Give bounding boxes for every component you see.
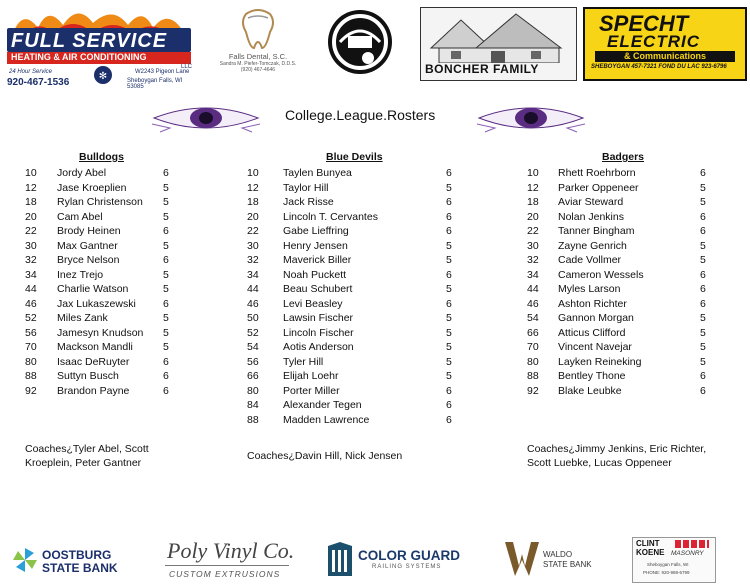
player-number: 32	[247, 254, 259, 266]
player-name: Jax Lukaszewski	[57, 297, 136, 310]
roster-row	[247, 196, 462, 210]
roster-row	[527, 167, 717, 181]
player-grade: 6	[700, 283, 706, 295]
roster-row	[25, 196, 185, 210]
player-number: 70	[25, 341, 37, 353]
player-number: 56	[247, 355, 259, 368]
roster-row	[527, 370, 717, 384]
waldo-bank-logo	[505, 540, 605, 578]
player-grade: 6	[700, 210, 706, 223]
player-grade: 5	[700, 312, 706, 324]
falls-dental-logo	[208, 8, 308, 88]
player-name: Madden Lawrence	[283, 413, 370, 426]
coaches-line: Coaches¿Davin Hill, Nick Jensen	[247, 450, 403, 462]
player-number: 44	[527, 283, 539, 295]
player-name: Jordy Abel	[57, 167, 107, 179]
player-number: 88	[25, 370, 37, 382]
koene-first: CLINT	[636, 539, 660, 548]
house-icon	[421, 8, 576, 63]
player-name: Lawsin Fischer	[283, 312, 354, 324]
page-title: College.League.Rosters	[285, 107, 436, 123]
roster-row	[527, 182, 717, 196]
coaches-line: Coaches¿Tyler Abel, Scott	[25, 443, 149, 455]
player-grade: 5	[446, 326, 452, 339]
player-name: Brody Heinen	[57, 225, 121, 237]
player-grade: 6	[700, 225, 706, 237]
eye-graphic-left	[150, 102, 262, 134]
roster-row	[25, 211, 185, 225]
player-name: Nolan Jenkins	[558, 210, 624, 223]
roster-row	[25, 327, 185, 341]
player-number: 70	[527, 341, 539, 353]
pinwheel-icon	[12, 547, 38, 573]
polyvinyl-divider	[165, 565, 289, 566]
player-number: 80	[25, 355, 37, 368]
player-name: Jack Risse	[283, 196, 334, 208]
player-number: 22	[527, 225, 539, 237]
player-number: 20	[247, 210, 259, 223]
player-name: Blake Leubke	[558, 384, 622, 397]
player-name: Beau Schubert	[283, 283, 353, 295]
player-name: Myles Larson	[558, 283, 621, 295]
player-number: 92	[25, 384, 37, 397]
player-grade: 6	[163, 225, 169, 237]
full-service-llc: LLC	[181, 64, 193, 70]
player-grade: 5	[163, 239, 169, 252]
roster-row	[25, 182, 185, 196]
player-number: 56	[25, 326, 37, 339]
player-grade: 5	[446, 312, 452, 324]
player-number: 52	[247, 326, 259, 339]
roster-row	[25, 385, 185, 399]
player-grade: 6	[446, 413, 452, 426]
player-grade: 5	[446, 181, 452, 194]
specht-phones: SHEBOYGAN 457-7321 FOND DU LAC 923-6796	[591, 64, 727, 70]
player-grade: 5	[446, 283, 452, 295]
player-number: 46	[247, 297, 259, 310]
coaches-badgers	[527, 442, 706, 470]
player-name: Zayne Genrich	[558, 239, 627, 252]
player-grade: 5	[163, 283, 169, 295]
roster-row	[527, 211, 717, 225]
player-name: Gannon Morgan	[558, 312, 634, 324]
player-name: Inez Trejo	[57, 268, 104, 281]
koene-masonry-logo	[632, 537, 716, 583]
player-name: Jase Kroeplien	[57, 181, 127, 194]
falls-dental-phone: (920) 467-4646	[240, 67, 276, 73]
player-grade: 6	[700, 370, 706, 382]
player-number: 20	[527, 210, 539, 223]
player-number: 52	[25, 312, 37, 324]
player-name: Taylen Bunyea	[283, 167, 352, 179]
roster-row	[25, 370, 185, 384]
player-name: Alexander Tegen	[283, 399, 362, 411]
roster-row	[247, 399, 462, 413]
roster-row	[247, 356, 462, 370]
player-grade: 6	[163, 370, 169, 382]
roster-row	[25, 167, 185, 181]
player-number: 32	[527, 254, 539, 266]
player-number: 54	[247, 341, 259, 353]
specht-electric-logo	[583, 7, 747, 81]
player-grade: 6	[163, 384, 169, 397]
koene-phone: PHONE: 920-988-6799	[643, 570, 690, 575]
player-number: 66	[527, 326, 539, 339]
player-grade: 5	[446, 355, 452, 368]
roster-row	[247, 283, 462, 297]
player-name: Max Gantner	[57, 239, 118, 252]
player-grade: 6	[446, 196, 452, 208]
player-number: 46	[527, 297, 539, 310]
roster-row	[527, 225, 717, 239]
roster-row	[247, 385, 462, 399]
brick-icon	[675, 540, 709, 548]
player-number: 12	[25, 181, 37, 194]
player-grade: 5	[700, 181, 706, 194]
roster-row	[527, 254, 717, 268]
color-guard-name: COLOR GUARD	[358, 548, 460, 563]
specht-electric: ELECTRIC	[607, 32, 700, 51]
player-grade: 6	[163, 297, 169, 310]
koene-masonry: MASONRY	[671, 550, 704, 557]
roster-row	[247, 225, 462, 239]
team-header-badgers: Badgers	[602, 151, 645, 163]
player-number: 88	[247, 413, 259, 426]
roster-row	[527, 356, 717, 370]
roster-row	[247, 341, 462, 355]
player-grade: 5	[163, 312, 169, 324]
player-grade: 5	[700, 196, 706, 208]
player-number: 66	[247, 370, 259, 382]
player-name: Miles Zank	[57, 312, 108, 324]
roster-row	[247, 167, 462, 181]
player-number: 18	[527, 196, 539, 208]
koene-city: Sheboygan Falls, WI	[647, 562, 689, 567]
roster-row	[25, 225, 185, 239]
player-number: 44	[247, 283, 259, 295]
player-number: 20	[25, 210, 37, 223]
player-name: Taylor Hill	[283, 181, 329, 194]
player-grade: 6	[446, 225, 452, 237]
player-grade: 6	[700, 297, 706, 310]
roster-row	[25, 356, 185, 370]
player-name: Isaac DeRuyter	[57, 355, 130, 368]
player-grade: 5	[163, 341, 169, 353]
player-number: 22	[247, 225, 259, 237]
player-number: 84	[247, 399, 259, 411]
roster-row	[25, 341, 185, 355]
coaches-line: Scott Luebke, Lucas Oppeneer	[527, 457, 672, 469]
roster-row	[527, 312, 717, 326]
player-name: Noah Puckett	[283, 268, 347, 281]
player-name: Lincoln Fischer	[283, 326, 354, 339]
player-name: Vincent Navejar	[558, 341, 632, 353]
player-grade: 5	[700, 326, 706, 339]
player-grade: 5	[446, 341, 452, 353]
roster-row	[247, 327, 462, 341]
player-grade: 5	[700, 355, 706, 368]
oostburg-bank: STATE BANK	[42, 561, 118, 575]
oostburg-bank-logo	[12, 545, 132, 577]
player-grade: 5	[446, 370, 452, 382]
roster-row	[527, 283, 717, 297]
player-grade: 6	[163, 254, 169, 266]
player-number: 10	[25, 167, 37, 179]
roster-row	[247, 240, 462, 254]
boncher-family-logo	[420, 7, 577, 81]
player-number: 54	[527, 312, 539, 324]
player-grade: 6	[700, 384, 706, 397]
player-number: 30	[527, 239, 539, 252]
player-grade: 5	[163, 196, 169, 208]
polyvinyl-logo	[165, 538, 295, 582]
player-grade: 6	[446, 268, 452, 281]
roster-row	[527, 298, 717, 312]
player-number: 34	[25, 268, 37, 281]
player-grade: 6	[163, 167, 169, 179]
player-name: Cam Abel	[57, 210, 103, 223]
roster-row	[25, 312, 185, 326]
railing-icon	[326, 542, 354, 576]
waldo-name: WALDO	[543, 550, 573, 559]
player-name: Aotis Anderson	[283, 341, 354, 353]
player-name: Ashton Richter	[558, 297, 627, 310]
player-name: Tyler Hill	[283, 355, 324, 368]
player-grade: 5	[700, 341, 706, 353]
waldo-bank: STATE BANK	[543, 560, 592, 569]
roster-row	[25, 298, 185, 312]
coaches-line: Kroeplein, Peter Gantner	[25, 457, 142, 469]
player-grade: 5	[446, 254, 452, 266]
player-grade: 5	[163, 326, 169, 339]
player-number: 30	[247, 239, 259, 252]
player-name: Rylan Christenson	[57, 196, 143, 208]
coaches-line: Coaches¿Jimmy Jenkins, Eric Richter,	[527, 443, 707, 455]
player-name: Brandon Payne	[57, 384, 130, 397]
full-service-phone-label: 24 Hour Service	[9, 69, 53, 75]
player-number: 80	[247, 384, 259, 397]
roster-row	[247, 182, 462, 196]
player-name: Bentley Thone	[558, 370, 626, 382]
circle-brand-logo	[328, 10, 392, 74]
player-number: 88	[527, 370, 539, 382]
team-header-bulldogs: Bulldogs	[79, 151, 124, 163]
tooth-icon	[238, 8, 278, 52]
player-grade: 5	[700, 239, 706, 252]
player-grade: 6	[446, 167, 452, 179]
roster-row	[25, 240, 185, 254]
falls-dental-doctor: Sandra M. Piefer-Tomczak, D.D.S.	[219, 61, 297, 67]
player-name: Atticus Clifford	[558, 326, 626, 339]
player-number: 12	[247, 181, 259, 194]
color-guard-tagline: RAILING SYSTEMS	[372, 564, 442, 570]
player-number: 10	[527, 167, 539, 179]
roster-row	[527, 240, 717, 254]
boncher-family-name: BONCHER FAMILY	[425, 62, 539, 76]
roster-row	[247, 211, 462, 225]
roster-row	[247, 269, 462, 283]
player-number: 18	[25, 196, 37, 208]
player-name: Suttyn Busch	[57, 370, 119, 382]
full-service-name: FULL SERVICE	[11, 30, 168, 52]
team-header-blue-devils: Blue Devils	[326, 151, 383, 163]
waldo-w-icon	[505, 540, 539, 576]
full-service-logo	[3, 3, 196, 89]
player-number: 34	[247, 268, 259, 281]
player-name: Parker Oppeneer	[558, 181, 639, 194]
player-grade: 5	[163, 268, 169, 281]
player-name: Henry Jensen	[283, 239, 348, 252]
player-name: Rhett Roehrborn	[558, 167, 636, 179]
roster-row	[247, 254, 462, 268]
player-grade: 6	[700, 167, 706, 179]
player-grade: 6	[446, 399, 452, 411]
koene-last: KOENE	[636, 548, 665, 557]
player-number: 18	[247, 196, 259, 208]
player-name: Maverick Biller	[283, 254, 352, 266]
player-name: Elijah Loehr	[283, 370, 339, 382]
swirl-icon	[328, 10, 392, 74]
player-number: 46	[25, 297, 37, 310]
player-name: Gabe Lieffring	[283, 225, 349, 237]
full-service-address1: W2243 Pigeon Lane	[135, 69, 190, 75]
player-name: Lincoln T. Cervantes	[283, 210, 378, 223]
player-grade: 6	[446, 210, 452, 223]
player-number: 44	[25, 283, 37, 295]
specht-name: SPECHT	[599, 11, 689, 36]
player-name: Layken Reineking	[558, 355, 642, 368]
player-number: 30	[25, 239, 37, 252]
roster-row	[247, 312, 462, 326]
roster-row	[25, 254, 185, 268]
roster-row	[25, 269, 185, 283]
svg-text:✻: ✻	[98, 71, 108, 82]
player-number: 34	[527, 268, 539, 281]
full-service-phone: 920-467-1536	[7, 77, 70, 88]
player-grade: 6	[446, 384, 452, 397]
player-number: 10	[247, 167, 259, 179]
roster-row	[527, 196, 717, 210]
roster-row	[25, 283, 185, 297]
oostburg-name: OOSTBURG	[42, 548, 112, 562]
roster-row	[527, 269, 717, 283]
player-name: Jamesyn Knudson	[57, 326, 144, 339]
player-grade: 5	[163, 210, 169, 223]
polyvinyl-name: Poly Vinyl Co.	[167, 538, 295, 563]
full-service-address2: Sheboygan Falls, WI 53085	[127, 78, 183, 90]
player-number: 50	[247, 312, 259, 324]
player-grade: 6	[700, 268, 706, 281]
roster-row	[247, 298, 462, 312]
roster-row	[527, 341, 717, 355]
player-number: 32	[25, 254, 37, 266]
player-name: Bryce Nelson	[57, 254, 120, 266]
roster-row	[527, 327, 717, 341]
roster-row	[247, 370, 462, 384]
player-grade: 6	[163, 355, 169, 368]
player-grade: 5	[446, 239, 452, 252]
polyvinyl-tagline: CUSTOM EXTRUSIONS	[169, 569, 281, 579]
roster-row	[527, 385, 717, 399]
player-name: Levi Beasley	[283, 297, 343, 310]
player-name: Mackson Mandli	[57, 341, 133, 353]
player-number: 80	[527, 355, 539, 368]
player-name: Aviar Steward	[558, 196, 624, 208]
player-grade: 5	[163, 181, 169, 194]
player-number: 92	[527, 384, 539, 397]
color-guard-logo	[326, 542, 476, 578]
coaches-bulldogs	[25, 442, 149, 470]
player-number: 22	[25, 225, 37, 237]
eye-graphic-right	[475, 102, 587, 134]
player-name: Porter Miller	[283, 384, 340, 397]
player-name: Tanner Bingham	[558, 225, 635, 237]
player-name: Charlie Watson	[57, 283, 129, 295]
player-number: 12	[527, 181, 539, 194]
player-grade: 6	[446, 297, 452, 310]
roster-row	[247, 414, 462, 428]
falls-dental-name: Falls Dental, S.C.	[228, 52, 288, 61]
full-service-tagline: HEATING & AIR CONDITIONING	[11, 52, 147, 62]
coaches-blue-devils	[247, 449, 402, 463]
player-name: Cameron Wessels	[558, 268, 644, 281]
player-grade: 5	[700, 254, 706, 266]
player-name: Cade Vollmer	[558, 254, 622, 266]
specht-communications: & Communications	[595, 51, 735, 62]
